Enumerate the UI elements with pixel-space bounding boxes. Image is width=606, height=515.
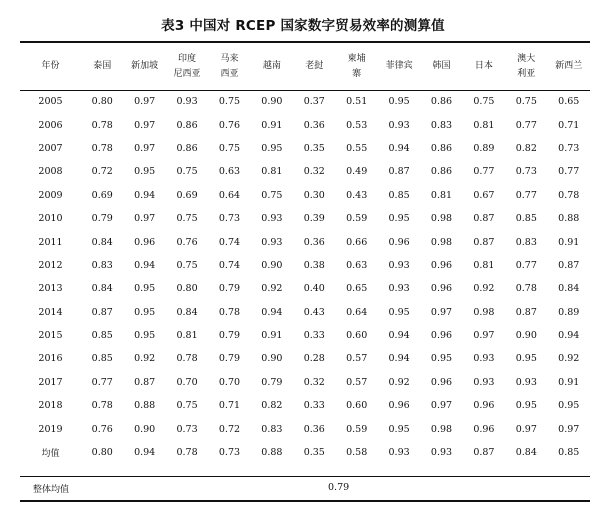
country-header [208,43,250,90]
value-cell: 0.85 [388,189,410,201]
value-cell: 0.75 [176,213,198,225]
value-cell: 0.67 [473,189,495,201]
bottom-rule [20,500,590,502]
country-header [420,43,462,90]
value-cell: 0.58 [346,447,368,459]
year-cell: 均值 [41,449,60,460]
country-header [166,43,208,90]
efficiency-table [20,43,590,464]
value-cell: 0.87 [558,259,580,271]
value-cell: 0.96 [388,236,410,248]
country-header [335,43,377,90]
value-cell: 0.86 [430,96,453,108]
value-cell: 0.88 [558,213,580,225]
year-cell: 2017 [38,376,63,388]
value-cell: 0.77 [515,189,537,201]
value-cell: 0.87 [515,306,537,318]
value-cell: 0.96 [430,283,453,295]
value-cell: 0.97 [134,119,156,131]
value-cell: 0.74 [218,259,241,271]
year-cell: 2018 [38,400,63,412]
value-cell: 0.73 [176,423,198,435]
overall-value: 0.79 [328,482,350,493]
value-cell: 0.92 [388,376,410,388]
country-header-line: 柬埔 [347,53,366,64]
country-header-line: 尼西亚 [173,68,201,79]
value-cell: 0.92 [261,283,283,295]
table-row [20,207,590,230]
value-cell: 0.90 [515,330,537,342]
year-cell: 2010 [38,213,63,225]
value-cell: 0.77 [515,119,537,131]
table-row [20,347,590,370]
table-row [20,277,590,300]
value-cell: 0.81 [473,119,495,131]
table-title: 表3 中国对 RCEP 国家数字贸易效率的测算值 [161,18,445,34]
country-header-line: 马来 [220,53,239,64]
country-header [548,43,591,90]
overall-label: 整体均值 [33,485,70,495]
value-cell: 0.83 [515,236,537,248]
value-cell: 0.88 [261,447,283,459]
country-header [123,43,165,90]
value-cell: 0.77 [91,376,113,388]
value-cell: 0.36 [303,423,325,435]
value-cell: 0.82 [261,400,283,412]
value-cell: 0.95 [558,400,580,412]
value-cell: 0.92 [134,353,156,365]
value-cell: 0.92 [473,283,495,295]
value-cell: 0.95 [388,306,410,318]
value-cell: 0.90 [261,96,283,108]
country-header-line: 寨 [352,68,362,79]
value-cell: 0.78 [218,306,241,318]
value-cell: 0.95 [515,400,537,412]
table-row [20,254,590,277]
value-cell: 0.72 [91,166,113,178]
table-body [20,90,590,464]
table-row [20,90,590,113]
value-cell: 0.83 [261,423,283,435]
value-cell: 0.59 [346,213,368,225]
value-cell: 0.96 [134,236,156,248]
value-cell: 0.93 [388,259,410,271]
value-cell: 0.94 [134,189,156,201]
value-cell: 0.97 [134,96,156,108]
value-cell: 0.78 [91,119,113,131]
header-row [20,43,590,90]
year-cell: 2008 [38,166,63,178]
value-cell: 0.98 [473,306,495,318]
value-cell: 0.73 [218,447,241,459]
value-cell: 0.73 [558,142,580,154]
value-cell: 0.93 [388,119,410,131]
value-cell: 0.97 [134,213,156,225]
value-cell: 0.81 [430,189,453,201]
value-cell: 0.30 [303,189,325,201]
value-cell: 0.94 [261,306,283,318]
value-cell: 0.90 [134,423,156,435]
value-cell: 0.63 [218,166,241,178]
value-cell: 0.96 [430,259,453,271]
value-cell: 0.95 [430,353,453,365]
value-cell: 0.93 [261,236,283,248]
country-header-line: 泰国 [93,61,112,71]
value-cell: 0.95 [388,213,410,225]
year-cell: 2006 [38,119,63,131]
value-cell: 0.82 [515,142,537,154]
year-cell: 2013 [38,283,63,295]
value-cell: 0.98 [430,423,453,435]
value-cell: 0.75 [218,142,241,154]
value-cell: 0.97 [134,142,156,154]
value-cell: 0.84 [176,306,198,318]
year-cell: 2011 [38,236,63,248]
value-cell: 0.85 [91,330,113,342]
value-cell: 0.89 [473,142,495,154]
value-cell: 0.70 [218,376,241,388]
value-cell: 0.95 [134,283,156,295]
value-cell: 0.94 [134,447,156,459]
table-row [20,230,590,253]
value-cell: 0.49 [346,166,368,178]
value-cell: 0.91 [558,236,580,248]
value-cell: 0.81 [473,259,495,271]
value-cell: 0.55 [346,142,368,154]
value-cell: 0.94 [388,330,410,342]
value-cell: 0.91 [558,376,580,388]
value-cell: 0.63 [346,259,368,271]
value-cell: 0.66 [346,236,368,248]
value-cell: 0.81 [176,330,198,342]
value-cell: 0.39 [303,213,325,225]
value-cell: 0.53 [346,119,368,131]
country-header [505,43,547,90]
value-cell: 0.95 [134,166,156,178]
value-cell: 0.77 [515,259,537,271]
value-cell: 0.71 [218,400,241,412]
value-cell: 0.84 [515,447,537,459]
value-cell: 0.77 [558,166,580,178]
value-cell: 0.43 [346,189,368,201]
value-cell: 0.87 [134,376,156,388]
value-cell: 0.57 [346,353,368,365]
year-cell: 2012 [38,259,63,271]
value-cell: 0.60 [346,330,368,342]
value-cell: 0.78 [515,283,537,295]
value-cell: 0.78 [558,189,580,201]
value-cell: 0.32 [303,166,325,178]
year-cell: 2007 [38,142,63,154]
country-header [378,43,420,90]
value-cell: 0.37 [303,96,325,108]
table-row [20,394,590,417]
value-cell: 0.77 [473,166,495,178]
value-cell: 0.57 [346,376,368,388]
value-cell: 0.90 [261,353,283,365]
value-cell: 0.74 [218,236,241,248]
value-cell: 0.75 [176,400,198,412]
value-cell: 0.91 [261,119,283,131]
value-cell: 0.94 [558,330,580,342]
value-cell: 0.35 [303,142,325,154]
value-cell: 0.32 [303,376,325,388]
value-cell: 0.92 [558,353,580,365]
table-row [20,160,590,183]
value-cell: 0.93 [176,96,198,108]
value-cell: 0.36 [303,236,325,248]
value-cell: 0.40 [303,283,325,295]
value-cell: 0.76 [176,236,198,248]
country-header-line: 印度 [178,53,197,64]
value-cell: 0.38 [303,259,325,271]
value-cell: 0.80 [91,96,113,108]
value-cell: 0.93 [473,376,495,388]
value-cell: 0.80 [176,283,198,295]
country-header-line: 西亚 [220,68,239,79]
value-cell: 0.93 [515,376,537,388]
table-row [20,417,590,440]
value-cell: 0.86 [430,142,453,154]
value-cell: 0.94 [388,353,410,365]
value-cell: 0.76 [218,119,241,131]
value-cell: 0.96 [473,400,495,412]
value-cell: 0.78 [176,447,198,459]
value-cell: 0.65 [558,96,580,108]
value-cell: 0.75 [261,189,283,201]
value-cell: 0.95 [515,353,537,365]
value-cell: 0.95 [134,306,156,318]
value-cell: 0.97 [430,306,453,318]
table-row [20,301,590,324]
value-cell: 0.97 [473,330,495,342]
value-cell: 0.69 [91,189,113,201]
value-cell: 0.97 [430,400,453,412]
country-header [293,43,335,90]
value-cell: 0.28 [303,353,325,365]
value-cell: 0.93 [388,447,410,459]
value-cell: 0.84 [91,283,113,295]
year-header: 年份 [41,61,60,71]
value-cell: 0.94 [134,259,156,271]
value-cell: 0.89 [558,306,580,318]
value-cell: 0.75 [515,96,537,108]
value-cell: 0.43 [303,306,325,318]
value-cell: 0.60 [346,400,368,412]
value-cell: 0.85 [558,447,580,459]
value-cell: 0.87 [91,306,113,318]
country-header-line: 越南 [262,61,281,71]
value-cell: 0.93 [473,353,495,365]
country-header [81,43,123,90]
value-cell: 0.72 [218,423,241,435]
year-cell: 2016 [38,353,63,365]
value-cell: 0.36 [303,119,325,131]
value-cell: 0.95 [388,423,410,435]
value-cell: 0.78 [91,142,113,154]
value-cell: 0.59 [346,423,368,435]
year-cell: 2015 [38,330,63,342]
value-cell: 0.93 [261,213,283,225]
value-cell: 0.87 [473,447,495,459]
value-cell: 0.94 [388,142,410,154]
value-cell: 0.70 [176,376,198,388]
value-cell: 0.78 [176,353,198,365]
value-cell: 0.84 [558,283,580,295]
value-cell: 0.64 [218,189,241,201]
value-cell: 0.96 [388,400,410,412]
value-cell: 0.88 [134,400,156,412]
value-cell: 0.75 [176,259,198,271]
value-cell: 0.75 [218,96,241,108]
value-cell: 0.35 [303,447,325,459]
country-header-line: 韩国 [432,61,451,71]
value-cell: 0.87 [473,236,495,248]
table-row [20,324,590,347]
table-row [20,113,590,136]
country-header-line: 日本 [474,61,493,71]
value-cell: 0.78 [91,400,113,412]
value-cell: 0.84 [91,236,113,248]
value-cell: 0.93 [430,447,453,459]
value-cell: 0.75 [176,166,198,178]
value-cell: 0.80 [91,447,113,459]
country-header-line: 利亚 [517,68,536,79]
value-cell: 0.91 [261,330,283,342]
value-cell: 0.76 [91,423,113,435]
value-cell: 0.98 [430,236,453,248]
table-row [20,184,590,207]
value-cell: 0.86 [176,142,198,154]
value-cell: 0.33 [303,330,325,342]
value-cell: 0.87 [388,166,410,178]
value-cell: 0.69 [176,189,198,201]
country-header-line: 澳大 [517,53,536,64]
value-cell: 0.79 [218,353,241,365]
value-cell: 0.87 [473,213,495,225]
value-cell: 0.79 [218,330,241,342]
overall-row [20,477,590,500]
value-cell: 0.95 [388,96,410,108]
value-cell: 0.97 [515,423,537,435]
value-cell: 0.79 [218,283,241,295]
value-cell: 0.79 [261,376,283,388]
year-cell: 2009 [38,189,63,201]
value-cell: 0.93 [388,283,410,295]
value-cell: 0.86 [176,119,198,131]
value-cell: 0.96 [473,423,495,435]
value-cell: 0.83 [430,119,453,131]
value-cell: 0.51 [346,96,368,108]
year-cell: 2005 [38,96,63,108]
value-cell: 0.96 [430,376,453,388]
value-cell: 0.90 [261,259,283,271]
value-cell: 0.75 [473,96,495,108]
value-cell: 0.71 [558,119,580,131]
country-header [463,43,505,90]
value-cell: 0.81 [261,166,283,178]
value-cell: 0.98 [430,213,453,225]
country-header-line: 新西兰 [555,61,583,71]
country-header-line: 新加坡 [131,61,159,71]
country-header [251,43,293,90]
value-cell: 0.96 [430,330,453,342]
year-cell: 2014 [38,306,63,318]
table-row [20,371,590,394]
value-cell: 0.95 [134,330,156,342]
value-cell: 0.86 [430,166,453,178]
value-cell: 0.73 [218,213,241,225]
value-cell: 0.95 [261,142,283,154]
value-cell: 0.97 [558,423,580,435]
value-cell: 0.33 [303,400,325,412]
value-cell: 0.79 [91,213,113,225]
value-cell: 0.65 [346,283,368,295]
value-cell: 0.83 [91,259,113,271]
value-cell: 0.73 [515,166,537,178]
table-row [20,137,590,160]
country-header-line: 菲律宾 [385,61,413,71]
value-cell: 0.85 [91,353,113,365]
year-cell: 2019 [38,423,63,435]
value-cell: 0.64 [346,306,368,318]
value-cell: 0.85 [515,213,537,225]
country-header-line: 老挝 [305,61,324,71]
table-row [20,441,590,464]
